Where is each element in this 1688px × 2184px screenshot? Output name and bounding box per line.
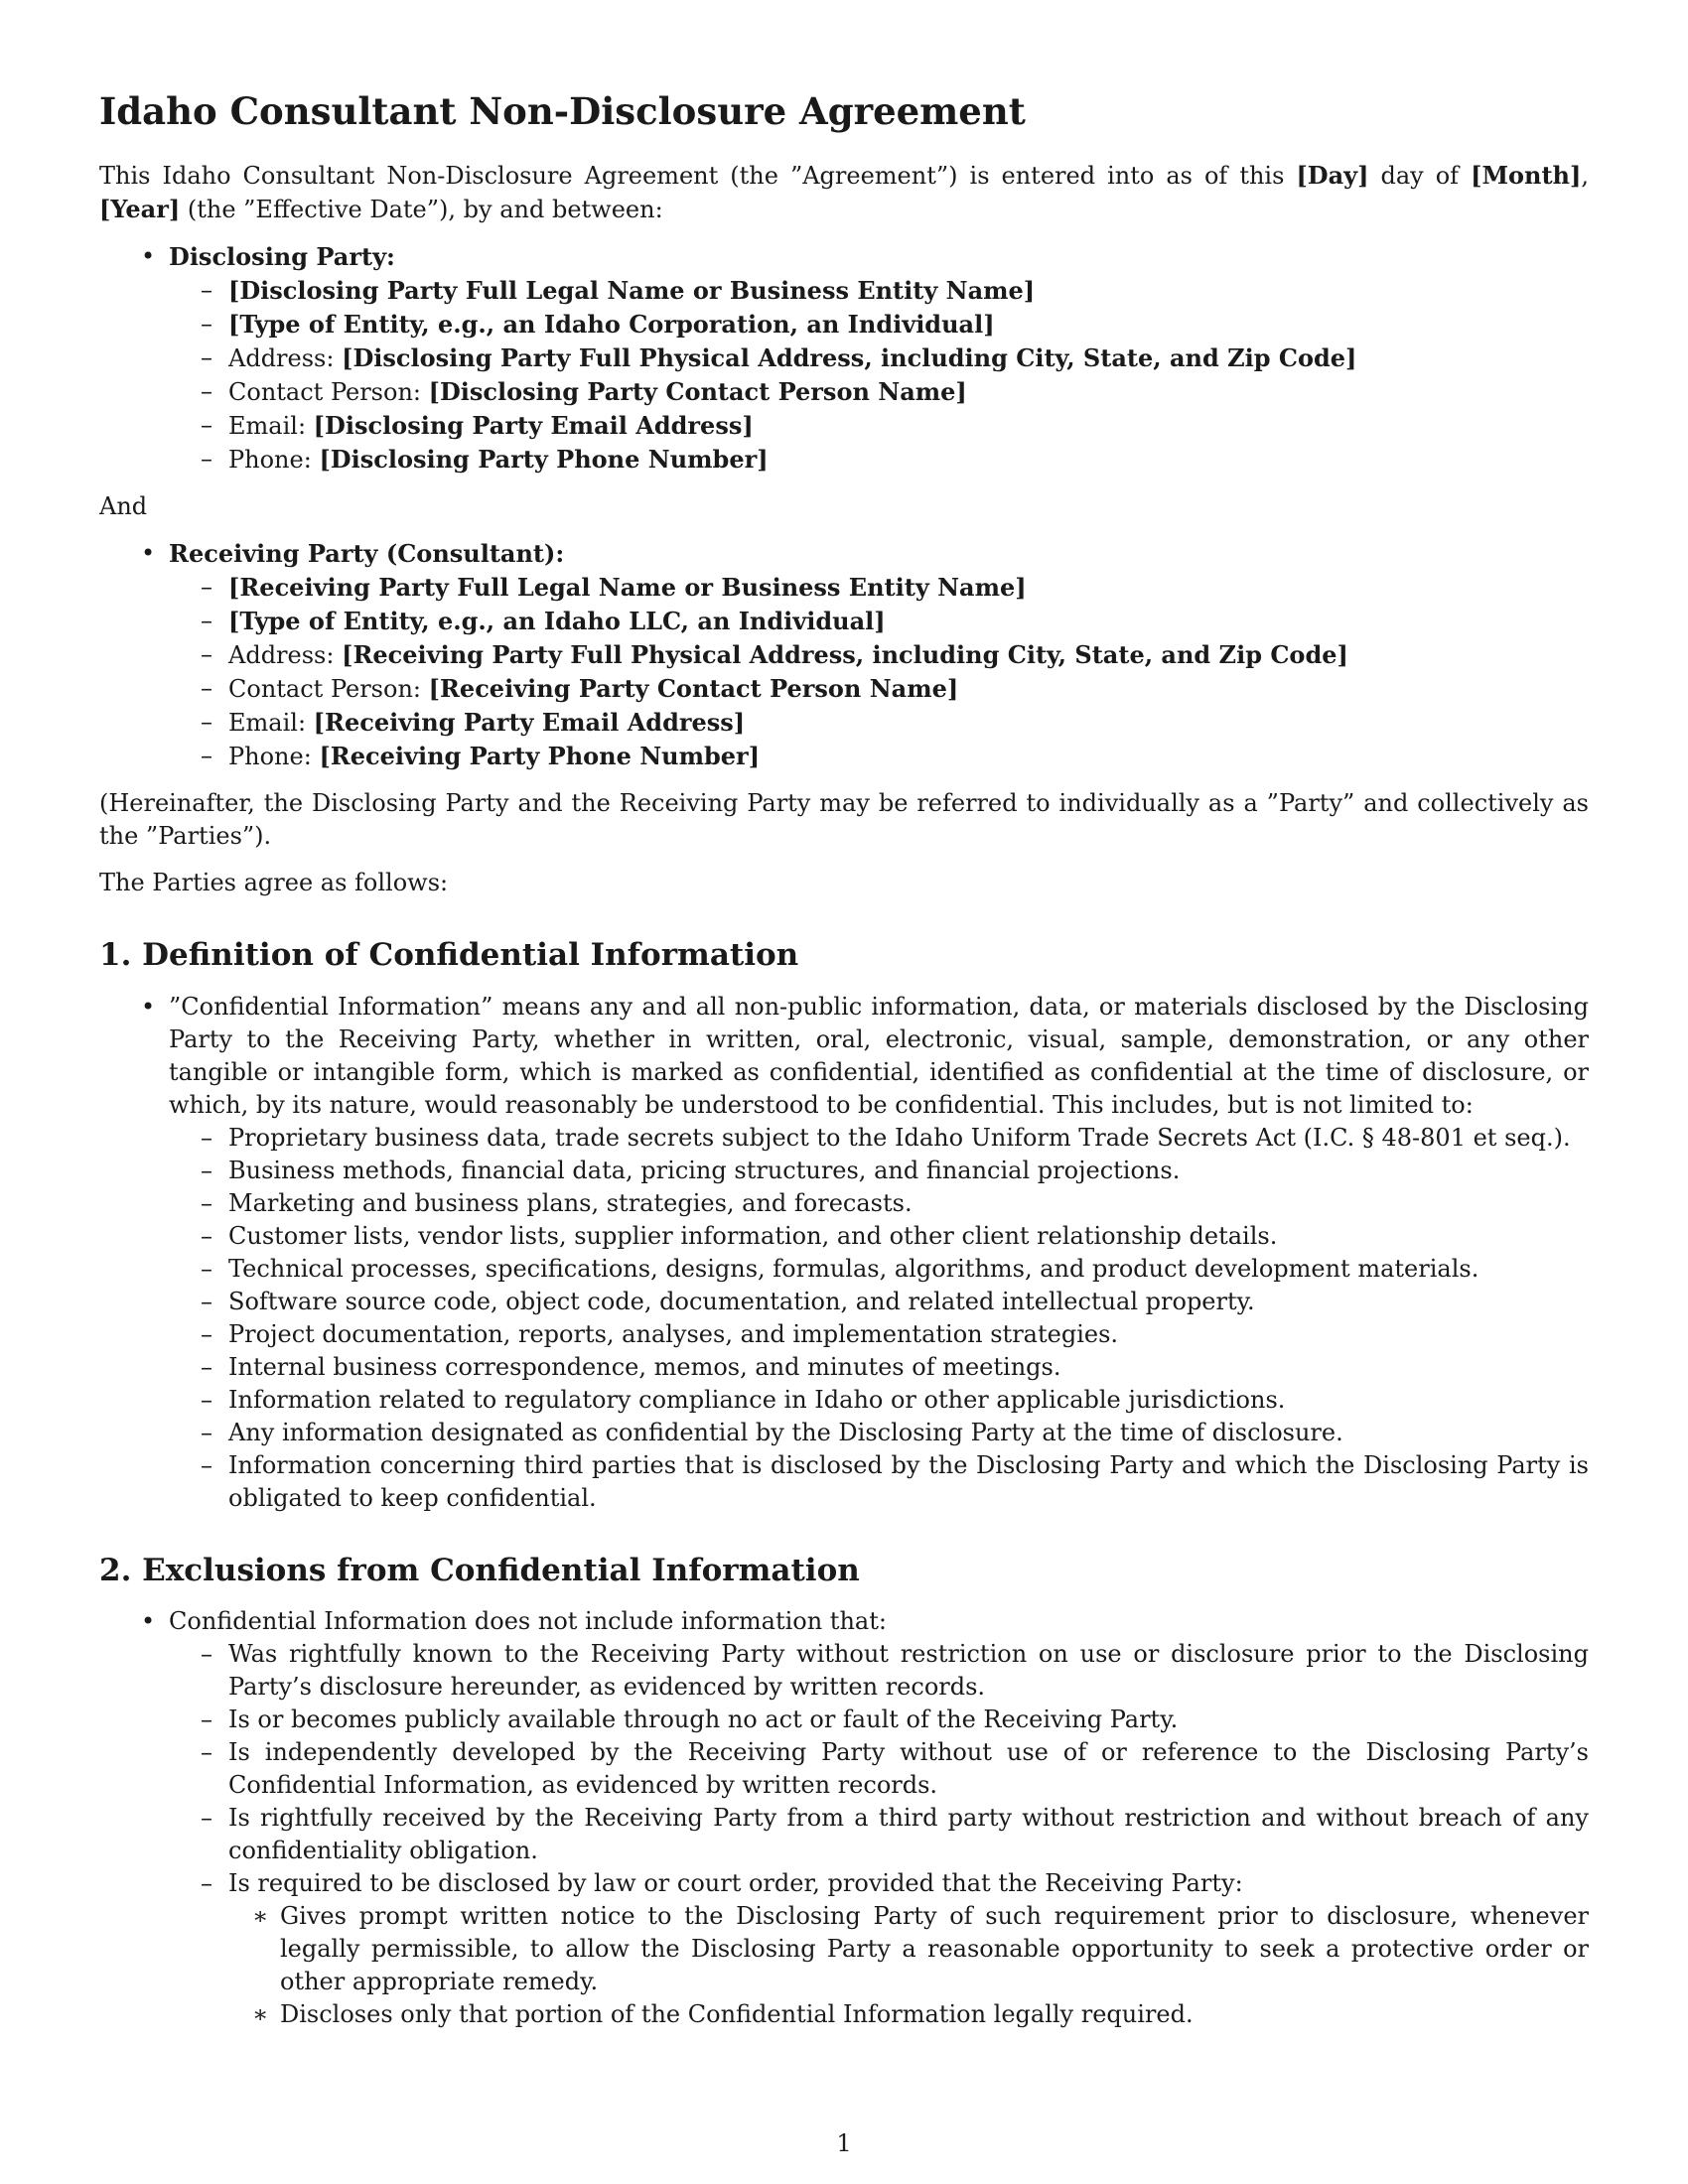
receiving-name: [Receiving Party Full Legal Name or Business Entity Name] xyxy=(228,573,1027,603)
field-label: Contact Person: xyxy=(228,378,429,407)
field-label: Phone: xyxy=(228,743,320,771)
section-2-item xyxy=(141,1605,1589,2031)
list-item xyxy=(169,308,1589,341)
receiving-entity: [Type of Entity, e.g., an Idaho LLC, an Individual] xyxy=(228,607,886,636)
section-2-list xyxy=(141,1605,1589,2031)
list-item xyxy=(169,1867,1589,2031)
list-item: – Software source code, object code, documentation, and related intellectual property. xyxy=(169,1286,1589,1318)
list-item: – Internal business correspondence, memos, and minutes of meetings. xyxy=(169,1351,1589,1384)
section-1-heading: 1. Definition of Confidential Information xyxy=(99,937,799,974)
list-item xyxy=(169,375,1589,409)
list-item xyxy=(169,706,1589,740)
and-text: And xyxy=(99,492,148,521)
receiving-contact: [Receiving Party Contact Person Name] xyxy=(428,674,959,704)
list-item-text: Is required to be disclosed by law or court order, provided that the Receiving Party: xyxy=(228,1868,1243,1897)
list-item: – Is rightfully received by the Receiving Party from a third party without restriction and without breach of any confidentiality obligation. xyxy=(169,1802,1589,1867)
sub-list-item: ∗ Gives prompt written notice to the Disclosing Party of such requirement prior to disclosure, whenever legally permissible, to allow the Disclosing Party a reasonable opportunity to seek a protective order or other appropriate remedy. xyxy=(228,1900,1589,1998)
list-item: – Proprietary business data, trade secrets subject to the Idaho Uniform Trade Secrets Act (I.C. § 48-801 et seq.). xyxy=(169,1122,1589,1155)
list-item: – Marketing and business plans, strategies, and forecasts. xyxy=(169,1187,1589,1220)
agree-paragraph: The Parties agree as follows: xyxy=(99,869,449,897)
disclosing-phone: [Disclosing Party Phone Number] xyxy=(319,445,769,475)
section-2-lead: Confidential Information does not include information that: xyxy=(169,1606,887,1635)
list-item: – Information concerning third parties that is disclosed by the Disclosing Party and which the Disclosing Party is obligated to keep confidential. xyxy=(169,1449,1589,1515)
receiving-phone: [Receiving Party Phone Number] xyxy=(319,742,761,771)
list-item xyxy=(169,605,1589,638)
disclosing-party-list xyxy=(141,240,1589,477)
hereinafter-paragraph: (Hereinafter, the Disclosing Party and the Receiving Party may be referred to individually as a ”Party” and collectively as the ”Parties”). xyxy=(99,789,1589,851)
disclosing-entity: [Type of Entity, e.g., an Idaho Corporation, an Individual] xyxy=(228,310,995,340)
intro-text: (the ”Effective Date”), by and between: xyxy=(180,196,663,224)
list-item: – Project documentation, reports, analyses, and implementation strategies. xyxy=(169,1318,1589,1351)
list-item xyxy=(169,443,1589,477)
day-placeholder: [Day] xyxy=(1296,161,1369,191)
month-placeholder: [Month] xyxy=(1471,161,1582,191)
field-label: Address: xyxy=(228,344,343,373)
intro-text: day of xyxy=(1368,162,1472,191)
intro-paragraph xyxy=(99,159,1589,226)
disclosing-party-item xyxy=(141,240,1589,477)
list-item: – Business methods, financial data, pricing structures, and financial projections. xyxy=(169,1155,1589,1187)
list-item: – Was rightfully known to the Receiving Party without restriction on use or disclosure prior to the Disclosing Party’s disclosure hereunder, as evidenced by written records. xyxy=(169,1638,1589,1704)
disclosing-email: [Disclosing Party Email Address] xyxy=(313,411,754,441)
field-label: Contact Person: xyxy=(228,675,429,704)
list-item xyxy=(169,409,1589,443)
list-item xyxy=(169,672,1589,706)
field-label: Address: xyxy=(228,641,343,670)
list-item xyxy=(169,274,1589,308)
intro-text: This Idaho Consultant Non-Disclosure Agreement (the ”Agreement”) is entered into as of this xyxy=(99,162,1297,191)
section-1-lead: ”Confidential Information” means any and all non-public information, data, or materials disclosed by the Disclosing Party to the Receiving Party, whether in written, oral, electronic, visual, sample, demonstration, or any other tangible or intangible form, which is marked as confidential, identified as confidential at the time of disclosure, or which, by its nature, would reasonably be understood to be confidential. This includes, but is not limited to: xyxy=(169,992,1589,1119)
section-1-list xyxy=(141,991,1589,1515)
list-item: – Customer lists, vendor lists, supplier information, and other client relationship details. xyxy=(169,1220,1589,1253)
list-item: – Is or becomes publicly available through no act or fault of the Receiving Party. xyxy=(169,1704,1589,1736)
field-label: Phone: xyxy=(228,446,320,475)
list-item xyxy=(169,638,1589,672)
disclosing-contact: [Disclosing Party Contact Person Name] xyxy=(428,377,967,407)
sub-list-item: ∗ Discloses only that portion of the Confidential Information legally required. xyxy=(228,1998,1589,2031)
disclosing-address: [Disclosing Party Full Physical Address, including City, State, and Zip Code] xyxy=(342,343,1357,373)
receiving-address: [Receiving Party Full Physical Address, including City, State, and Zip Code] xyxy=(342,640,1348,670)
page-number: 1 xyxy=(836,2129,852,2157)
receiving-party-heading: Receiving Party (Consultant): xyxy=(169,539,565,569)
list-item: – Technical processes, specifications, designs, formulas, algorithms, and product development materials. xyxy=(169,1253,1589,1286)
section-2-heading: 2. Exclusions from Confidential Information xyxy=(99,1552,860,1588)
document-page xyxy=(99,89,1589,2045)
intro-text: , xyxy=(1581,162,1590,191)
list-item: – Information related to regulatory compliance in Idaho or other applicable jurisdictions. xyxy=(169,1384,1589,1417)
document-title: Idaho Consultant Non-Disclosure Agreement xyxy=(99,89,1026,133)
disclosing-name: [Disclosing Party Full Legal Name or Business Entity Name] xyxy=(228,276,1036,306)
list-item xyxy=(169,341,1589,375)
list-item: – Any information designated as confidential by the Disclosing Party at the time of disclosure. xyxy=(169,1417,1589,1449)
receiving-party-list xyxy=(141,537,1589,773)
disclosing-party-heading: Disclosing Party: xyxy=(169,242,395,272)
list-item: – Is independently developed by the Receiving Party without use of or reference to the Disclosing Party’s Confidential Information, as evidenced by written records. xyxy=(169,1736,1589,1802)
section-1-item xyxy=(141,991,1589,1515)
year-placeholder: [Year] xyxy=(99,195,181,224)
list-item xyxy=(169,740,1589,773)
field-label: Email: xyxy=(228,709,314,738)
receiving-party-item xyxy=(141,537,1589,773)
list-item xyxy=(169,571,1589,605)
receiving-email: [Receiving Party Email Address] xyxy=(313,708,746,738)
field-label: Email: xyxy=(228,412,314,441)
